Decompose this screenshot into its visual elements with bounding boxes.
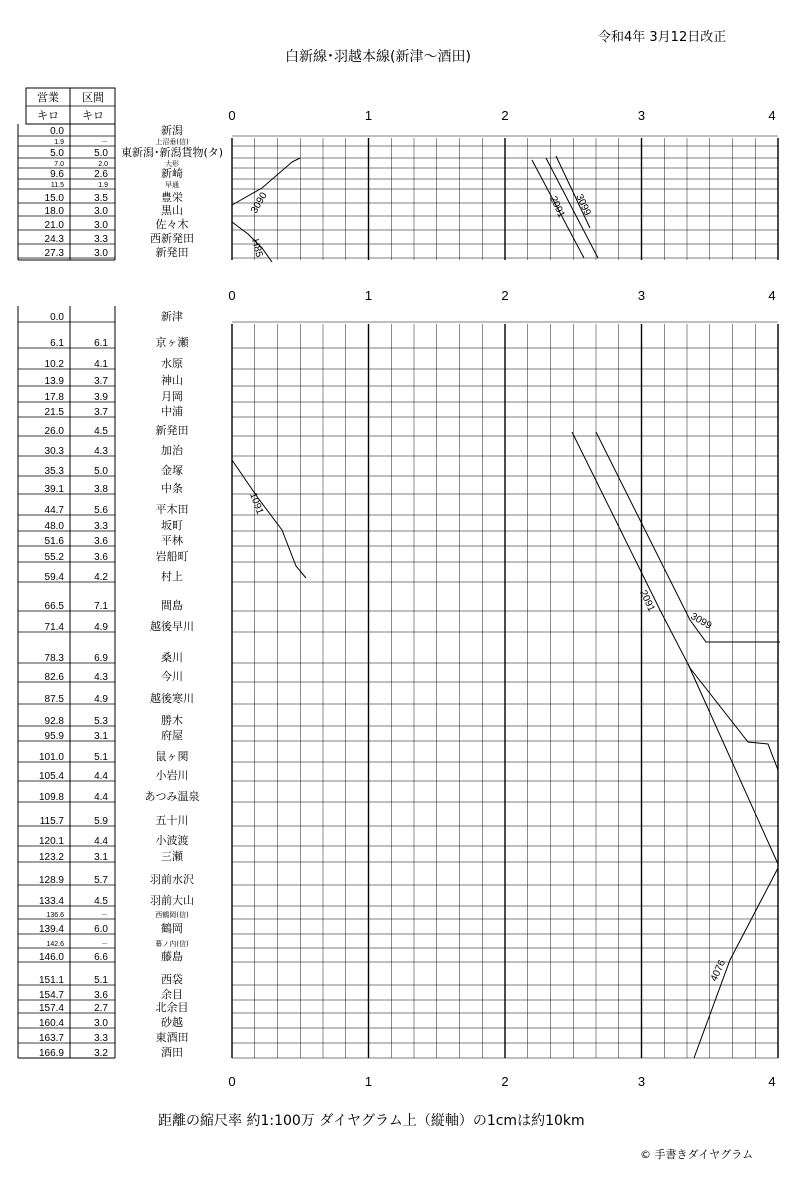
axis-tick-label: 3 (637, 288, 646, 303)
station-km: 120.1 (38, 836, 64, 847)
station-km: 151.1 (38, 975, 64, 986)
middle-axis-ticks (228, 288, 775, 303)
station-km: 44.7 (44, 505, 64, 516)
station-name: 新発田 (155, 246, 189, 259)
station-name: 西新発田 (150, 232, 194, 245)
station-km: 51.6 (44, 536, 64, 547)
station-name: 勝木 (161, 714, 183, 727)
train-number-label: 4076 (708, 958, 729, 984)
station-km: 105.4 (38, 771, 64, 782)
station-interval: 5.0 (94, 466, 108, 477)
station-interval: 5.9 (94, 816, 108, 827)
axis-tick-label: 0 (228, 288, 236, 303)
station-interval: 3.3 (94, 521, 108, 532)
station-name: 鼠ヶ関 (155, 750, 189, 763)
station-km: 24.3 (44, 234, 64, 245)
station-name: あつみ温泉 (144, 790, 200, 803)
train-number-label: 3099 (573, 192, 593, 218)
station-interval: 3.7 (94, 376, 108, 387)
station-name: 新潟 (161, 124, 183, 137)
diagram-title: 白新線･羽越本線(新津～酒田) (285, 49, 471, 65)
station-name: 砂越 (161, 1016, 183, 1029)
train-line (694, 868, 778, 1058)
station-name: 水原 (161, 357, 183, 370)
station-interval: 6.1 (94, 338, 108, 349)
station-km: 66.5 (44, 601, 64, 612)
station-name: 京ヶ瀬 (155, 336, 189, 349)
lower-train-lines (232, 432, 780, 1058)
station-interval: 2.7 (94, 1003, 108, 1014)
station-km: 1.9 (54, 139, 64, 146)
station-name: 羽前大山 (150, 894, 194, 907)
station-name: 中条 (161, 482, 183, 495)
station-km: 0.0 (50, 126, 64, 137)
station-interval: 5.7 (94, 875, 108, 886)
station-km: 109.8 (38, 792, 64, 803)
station-name: 西袋 (161, 973, 183, 986)
axis-tick-label: 1 (364, 108, 373, 123)
header-kiro-2: キロ (82, 109, 104, 122)
station-km: 128.9 (38, 875, 64, 886)
station-interval: 5.0 (94, 148, 108, 159)
station-km: 48.0 (44, 521, 64, 532)
station-km: 30.3 (44, 446, 64, 457)
station-interval: 4.3 (94, 672, 108, 683)
upper-axis-ticks (228, 108, 775, 123)
station-interval: 4.9 (94, 622, 108, 633)
station-interval: 3.9 (94, 392, 108, 403)
station-km: 5.0 (50, 148, 64, 159)
station-name: 東新潟･新潟貨物(タ) (120, 146, 224, 159)
station-km: 35.3 (44, 466, 64, 477)
station-interval: 3.6 (94, 552, 108, 563)
station-interval: 6.0 (94, 924, 108, 935)
station-km: 101.0 (38, 752, 64, 763)
station-km: 6.1 (50, 338, 64, 349)
station-name: 黒山 (161, 204, 183, 217)
station-interval: 3.5 (94, 193, 108, 204)
station-interval: 2.6 (94, 169, 108, 180)
train-line (688, 664, 778, 864)
station-km: 115.7 (39, 816, 64, 827)
station-name: 酒田 (161, 1046, 183, 1059)
train-number-label: 2091 (637, 588, 657, 614)
station-name: 間島 (161, 599, 183, 612)
station-interval: 7.1 (94, 601, 108, 612)
header-kiro-1: キロ (37, 109, 59, 122)
station-name: 神山 (161, 374, 183, 387)
axis-tick-label: 4 (768, 288, 776, 303)
station-name: 藤島 (161, 950, 183, 963)
station-interval: 3.0 (94, 206, 108, 217)
station-km: 10.2 (44, 359, 64, 370)
lower-station-table (18, 306, 200, 1059)
upper-time-grid (232, 136, 778, 260)
station-km: 59.4 (44, 572, 64, 583)
station-name: 平木田 (155, 503, 189, 516)
station-interval: 3.7 (94, 407, 108, 418)
scale-note: 距離の縮尺率 約1:100万 ダイヤグラム上（縦軸）の1cmは約10km (158, 1113, 585, 1129)
station-name: 越後早川 (150, 620, 194, 633)
upper-station-table (18, 123, 223, 260)
station-name: 月岡 (161, 390, 183, 403)
station-interval: 3.6 (94, 990, 108, 1001)
station-interval: － (101, 912, 108, 919)
station-interval: 4.4 (94, 836, 108, 847)
station-name: 五十川 (155, 814, 189, 827)
axis-tick-label: 4 (768, 1074, 776, 1089)
train-number-label: 2091 (547, 194, 567, 220)
station-interval: 3.2 (94, 1048, 108, 1059)
station-name: 桑川 (161, 651, 183, 664)
station-km: 136.6 (46, 912, 64, 919)
axis-tick-label: 3 (637, 108, 646, 123)
station-name: 新崎 (161, 167, 183, 180)
station-name: 三瀬 (161, 850, 183, 863)
station-interval: 6.6 (94, 952, 108, 963)
station-interval: 6.9 (94, 653, 108, 664)
station-interval: 4.9 (94, 694, 108, 705)
train-number-label: 3099 (688, 611, 714, 632)
station-km: 15.0 (44, 193, 64, 204)
station-name: 加治 (161, 444, 183, 457)
station-km: 71.4 (44, 622, 64, 633)
train-line (232, 460, 306, 578)
station-name: 平林 (161, 534, 183, 547)
station-interval: 4.2 (94, 572, 108, 583)
bottom-axis-ticks (228, 1074, 775, 1089)
station-name: 坂町 (161, 519, 183, 532)
station-interval: 3.1 (94, 731, 108, 742)
station-km: 55.2 (44, 552, 64, 563)
station-interval: 4.1 (94, 359, 108, 370)
station-name: 大形 (165, 160, 179, 168)
axis-tick-label: 1 (364, 1074, 373, 1089)
station-interval: 5.1 (94, 752, 108, 763)
station-name: 中浦 (161, 405, 183, 418)
station-km: 154.7 (38, 990, 64, 1001)
upper-table-header (26, 88, 115, 124)
station-km: 163.7 (38, 1033, 64, 1044)
station-km: 18.0 (44, 206, 64, 217)
station-interval: 3.8 (94, 484, 108, 495)
station-name: 幕ノ内(信) (155, 940, 189, 948)
upper-train-lines (232, 156, 598, 262)
station-interval: 5.3 (94, 716, 108, 727)
station-interval: 4.5 (94, 896, 108, 907)
station-name: 西鶴岡(信) (155, 911, 189, 919)
station-km: 21.5 (44, 407, 64, 418)
station-interval: 3.1 (94, 852, 108, 863)
station-km: 13.9 (44, 376, 64, 387)
station-name: 岩船町 (155, 550, 189, 563)
station-interval: 5.1 (94, 975, 108, 986)
station-km: 95.9 (44, 731, 64, 742)
station-name: 小波渡 (155, 834, 189, 847)
revision-date: 令和4年 3月12日改正 (598, 30, 727, 45)
station-interval: 4.5 (94, 426, 108, 437)
train-line (572, 432, 778, 770)
axis-tick-label: 0 (228, 108, 236, 123)
axis-tick-label: 1 (364, 288, 373, 303)
station-name: 豊栄 (161, 191, 183, 204)
station-interval: － (101, 941, 108, 948)
station-name: 東酒田 (155, 1031, 189, 1044)
station-km: 92.8 (44, 716, 64, 727)
station-km: 11.5 (50, 182, 64, 189)
station-name: 鶴岡 (161, 922, 183, 935)
train-number-label: 1091 (247, 491, 266, 516)
station-km: 133.4 (38, 896, 64, 907)
station-km: 39.1 (44, 484, 64, 495)
station-km: 17.8 (44, 392, 64, 403)
station-interval: 3.3 (94, 1033, 108, 1044)
station-name: 佐々木 (155, 218, 189, 231)
axis-tick-label: 0 (228, 1074, 236, 1089)
station-km: 123.2 (38, 852, 64, 863)
station-interval: 2.0 (98, 161, 108, 168)
lower-time-grid (232, 322, 778, 1058)
station-interval: 3.0 (94, 248, 108, 259)
station-interval: － (101, 139, 108, 146)
train-number-label: 3090 (249, 190, 270, 216)
station-km: 146.0 (38, 952, 64, 963)
station-name: 越後寒川 (150, 692, 194, 705)
station-km: 139.4 (38, 924, 64, 935)
station-km: 166.9 (38, 1048, 64, 1059)
station-km: 9.6 (50, 169, 64, 180)
station-name: 北余目 (155, 1001, 189, 1014)
station-name: 府屋 (161, 729, 183, 742)
station-name: 小岩川 (155, 769, 189, 782)
axis-tick-label: 2 (501, 108, 509, 123)
station-km: 82.6 (44, 672, 64, 683)
axis-tick-label: 2 (501, 1074, 509, 1089)
station-interval: 4.4 (94, 792, 108, 803)
station-km: 26.0 (44, 426, 64, 437)
station-interval: 5.6 (94, 505, 108, 516)
station-km: 87.5 (44, 694, 64, 705)
station-km: 78.3 (44, 653, 64, 664)
station-name: 金塚 (161, 464, 183, 477)
station-interval: 1.9 (98, 182, 108, 189)
station-interval: 4.3 (94, 446, 108, 457)
station-name: 羽前水沢 (150, 873, 194, 886)
station-interval: 3.0 (94, 1018, 108, 1029)
station-interval: 3.6 (94, 536, 108, 547)
station-interval: 4.4 (94, 771, 108, 782)
train-number-label: H85 (249, 237, 265, 259)
station-name: 余目 (161, 988, 183, 1001)
station-name: 村上 (161, 570, 183, 583)
station-interval: 3.0 (94, 220, 108, 231)
station-km: 27.3 (44, 248, 64, 259)
axis-tick-label: 3 (637, 1074, 646, 1089)
station-name: 早通 (165, 181, 179, 189)
axis-tick-label: 4 (768, 108, 776, 123)
axis-tick-label: 2 (501, 288, 509, 303)
station-km: 0.0 (50, 312, 64, 323)
station-interval: 3.3 (94, 234, 108, 245)
station-km: 21.0 (44, 220, 64, 231)
station-name: 上沼垂(信) (155, 138, 189, 146)
station-km: 157.4 (38, 1003, 64, 1014)
credit: © 手書きダイヤグラム (640, 1148, 754, 1161)
station-km: 142.6 (46, 941, 64, 948)
station-name: 新発田 (155, 424, 189, 437)
header-kukan: 区間 (82, 91, 104, 104)
station-km: 7.0 (54, 161, 64, 168)
station-name: 今川 (161, 670, 183, 683)
header-eigyo: 営業 (37, 91, 59, 104)
station-km: 160.4 (38, 1018, 64, 1029)
station-name: 新津 (161, 310, 183, 323)
